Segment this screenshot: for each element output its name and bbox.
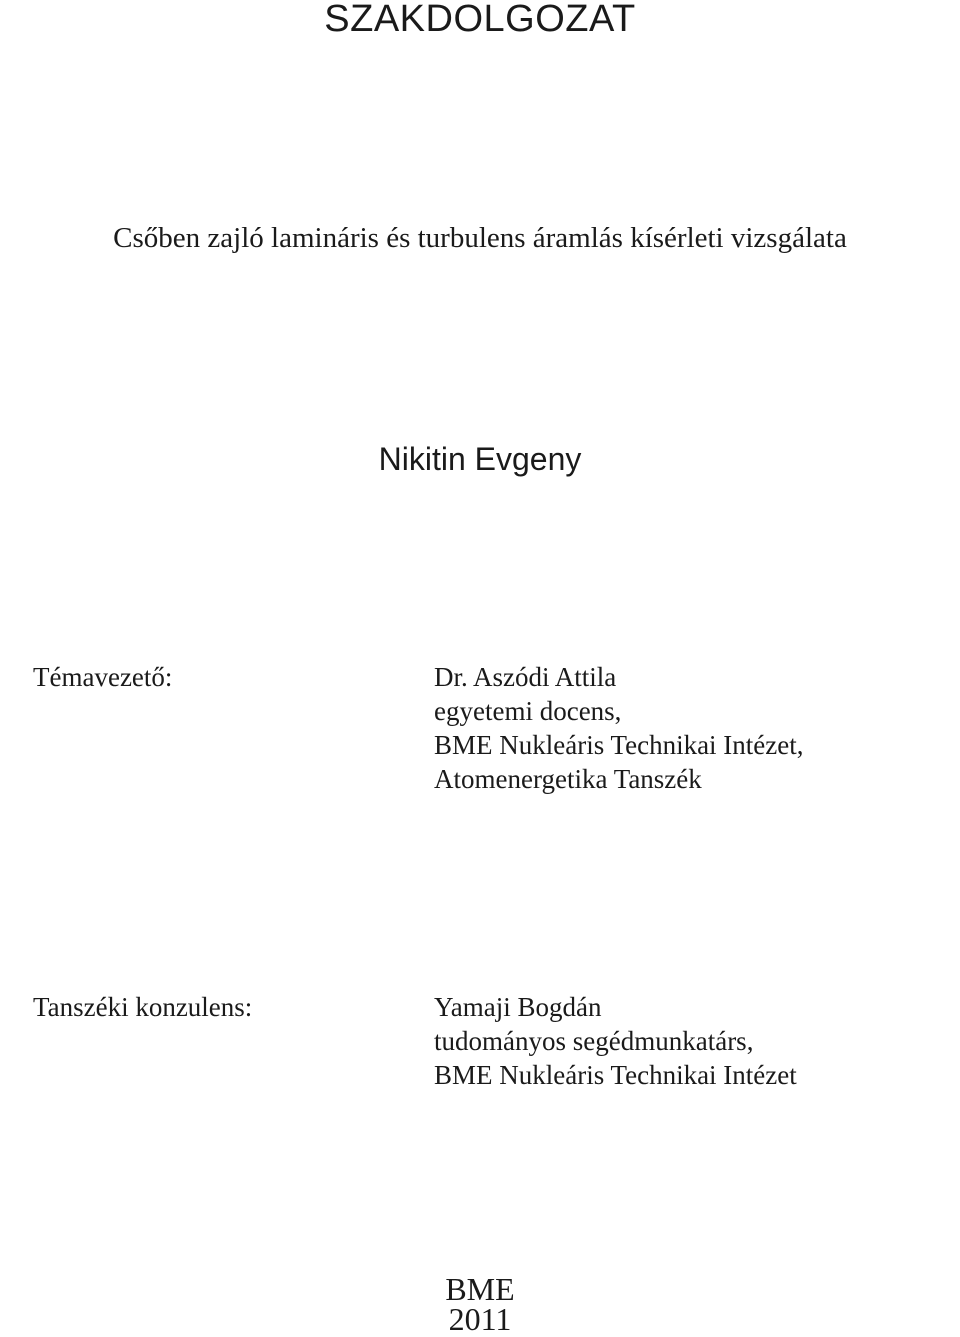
footer-institution: BME — [445, 1271, 515, 1307]
footer — [0, 1271, 960, 1337]
supervisor-institute: BME Nukleáris Technikai Intézet, — [434, 730, 804, 760]
consultant-institute: BME Nukleáris Technikai Intézet — [434, 1060, 797, 1090]
supervisor-name: Dr. Aszódi Attila — [434, 662, 617, 692]
supervisor-department: Atomenergetika Tanszék — [434, 764, 702, 794]
supervisor-label: Témavezető: — [33, 662, 173, 692]
thesis-title: Csőben zajló lamináris és turbulens áramlás kísérleti vizsgálata — [113, 222, 847, 254]
consultant-position: tudományos segédmunkatárs, — [434, 1026, 754, 1056]
author-name: Nikitin Evgeny — [378, 441, 582, 477]
consultant-name: Yamaji Bogdán — [434, 992, 602, 1022]
consultant-label: Tanszéki konzulens: — [33, 992, 253, 1022]
footer-year: 2011 — [448, 1301, 512, 1337]
consultant-details — [434, 990, 797, 1092]
supervisor-details — [434, 660, 804, 796]
document-type: SZAKDOLGOZAT — [324, 0, 636, 40]
supervisor-position: egyetemi docens, — [434, 696, 622, 726]
